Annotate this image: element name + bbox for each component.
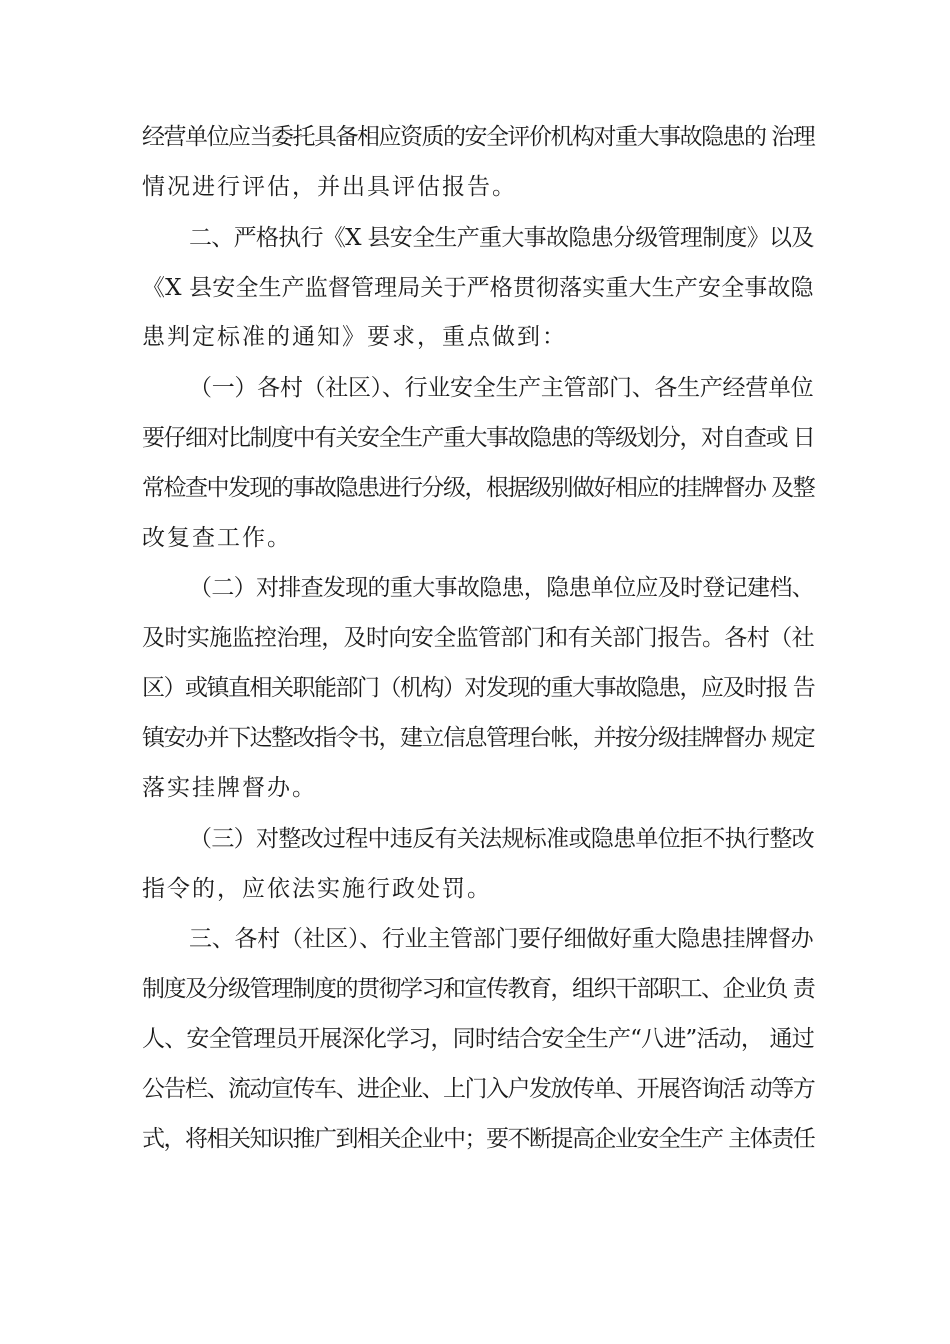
text-line: 人、安全管理员开展深化学习，同时结合安全生产“八进”活动， 通过 [142,1026,814,1052]
text-line: 二、严格执行《X 县安全生产重大事故隐患分级管理制度》以及 [189,225,814,251]
text-line: 患判定标准的通知》要求，重点做到： [142,324,567,350]
text-line: 要仔细对比制度中有关安全生产重大事故隐患的等级划分，对自查或 日 [142,425,815,451]
text-line: 经营单位应当委托具备相应资质的安全评价机构对重大事故隐患的 治理 [142,124,815,150]
text-line: （二）对排查发现的重大事故隐患，隐患单位应及时登记建档、 [189,575,814,601]
text-line: 及时实施监控治理，及时向安全监管部门和有关部门报告。各村（社 [142,625,815,651]
text-line: 三、各村（社区）、行业主管部门要仔细做好重大隐患挂牌督办 [189,926,814,952]
text-line: 常检查中发现的事故隐患进行分级，根据级别做好相应的挂牌督办 及整 [142,475,815,501]
text-line: 区）或镇直相关职能部门（机构）对发现的重大事故隐患，应及时报 告 [142,675,815,701]
text-line: 情况进行评估，并出具评估报告。 [142,174,517,200]
text-line: （三）对整改过程中违反有关法规标准或隐患单位拒不执行整改 [189,826,814,852]
text-line: 落实挂牌督办。 [142,775,317,801]
text-line: 镇安办并下达整改指令书，建立信息管理台帐，并按分级挂牌督办 规定 [142,725,815,751]
text-line: （一）各村（社区）、行业安全生产主管部门、各生产经营单位 [189,375,814,401]
text-line: 制度及分级管理制度的贯彻学习和宣传教育，组织干部职工、企业负 责 [142,976,815,1002]
text-line: 式，将相关知识推广到相关企业中；要不断提高企业安全生产 主体责任 [142,1126,815,1152]
text-line: 指令的，应依法实施行政处罚。 [142,876,492,902]
text-line: 公告栏、流动宣传车、进企业、上门入户发放传单、开展咨询活 动等方 [142,1076,815,1102]
text-line: 《X 县安全生产监督管理局关于严格贯彻落实重大生产安全事故隐 [142,275,814,301]
text-line: 改复查工作。 [142,525,292,551]
